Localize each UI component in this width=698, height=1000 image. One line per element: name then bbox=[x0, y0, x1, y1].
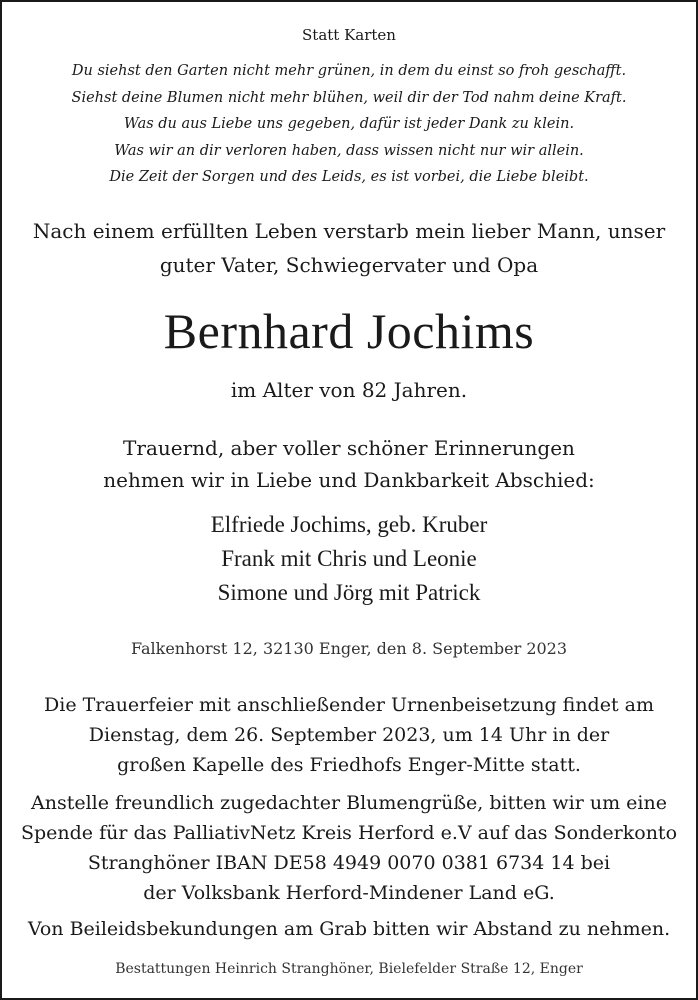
ceremony-line: großen Kapelle des Friedhofs Enger-Mitte statt. bbox=[117, 754, 581, 776]
intro-line: Nach einem erfüllten Leben verstarb mein lieber Mann, unser bbox=[32, 219, 666, 243]
donation-line: Stranghöner IBAN DE58 4949 0070 0381 6734 14 bei bbox=[87, 852, 611, 874]
donation-line: Anstelle freundlich zugedachter Blumengrüße, bitten wir um eine bbox=[31, 792, 667, 814]
poem-line: Siehst deine Blumen nicht mehr blühen, weil dir der Tod nahm deine Kraft. bbox=[71, 89, 627, 106]
family-member: Simone und Jörg mit Patrick bbox=[217, 580, 481, 605]
condolence-request: Von Beileidsbekundungen am Grab bitten wir Abstand zu nehmen. bbox=[27, 918, 671, 940]
deceased-name: Bernhard Jochims bbox=[163, 303, 535, 359]
family-member: Elfriede Jochims, geb. Kruber bbox=[210, 512, 488, 537]
obituary-content bbox=[2, 2, 696, 998]
poem-line: Die Zeit der Sorgen und des Leids, es ist vorbei, die Liebe bleibt. bbox=[109, 169, 589, 185]
age-text: im Alter von 82 Jahren. bbox=[230, 378, 468, 402]
family-member: Frank mit Chris und Leonie bbox=[221, 546, 477, 571]
family-names bbox=[2, 508, 696, 610]
mourning-text bbox=[2, 432, 696, 496]
intro-line: guter Vater, Schwiegervater und Opa bbox=[159, 253, 539, 277]
mourning-line: Trauernd, aber voller schöner Erinnerungen bbox=[123, 436, 575, 460]
poem-line: Du siehst den Garten nicht mehr grünen, in dem du einst so froh geschafft. bbox=[71, 63, 627, 79]
funeral-home-footer: Bestattungen Heinrich Stranghöner, Bielefelder Straße 12, Enger bbox=[115, 961, 583, 977]
poem-line: Was wir an dir verloren haben, dass wissen nicht nur wir allein. bbox=[114, 142, 584, 159]
donation-text bbox=[2, 788, 696, 908]
intro-text bbox=[2, 214, 696, 282]
header-statt-karten: Statt Karten bbox=[302, 26, 396, 44]
ceremony-line: Dienstag, dem 26. September 2023, um 14 Uhr in der bbox=[88, 724, 610, 746]
ceremony-line: Die Trauerfeier mit anschließender Urnenbeisetzung findet am bbox=[44, 694, 654, 716]
poem-line: Was du aus Liebe uns gegeben, dafür ist jeder Dank zu klein. bbox=[123, 116, 575, 132]
donation-line: der Volksbank Herford-Mindener Land eG. bbox=[143, 882, 555, 904]
donation-line: Spende für das PalliativNetz Kreis Herford e.V auf das Sonderkonto bbox=[20, 822, 678, 844]
poem bbox=[2, 58, 696, 191]
address-date: Falkenhorst 12, 32130 Enger, den 8. September 2023 bbox=[130, 639, 568, 658]
ceremony-text bbox=[2, 690, 696, 780]
mourning-line: nehmen wir in Liebe und Dankbarkeit Abschied: bbox=[103, 468, 595, 492]
